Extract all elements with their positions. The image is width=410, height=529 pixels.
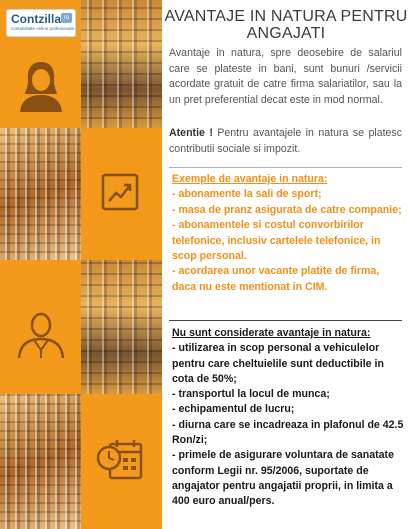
list-item: - transportul la locul de munca;: [172, 388, 330, 401]
logo: [6, 9, 76, 37]
growth-chart-icon: [100, 172, 140, 212]
calendar-clock-icon: [96, 436, 144, 482]
examples-section: [172, 172, 402, 295]
divider: [169, 167, 402, 168]
photo-tile-4: [0, 394, 81, 529]
list-item: - utilizarea in scop personal a vehiculelor pentru care cheltuielile sunt deductibile in cota de 50%;: [172, 342, 384, 385]
not-considered-heading: Nu sunt considerate avantaje in natura:: [172, 327, 371, 339]
photo-tile-1: [81, 0, 162, 128]
list-item: - masa de pranz asigurata de catre companie;: [172, 203, 402, 216]
note-text: Pentru avantajele in natura se platesc contributii sociale si impozit.: [169, 127, 403, 155]
not-considered-section: [172, 326, 404, 510]
divider: [169, 320, 402, 321]
content-panel: [162, 0, 410, 529]
photo-tile-3: [81, 260, 162, 394]
list-item: - diurna care se incadreaza in plafonul de 42.5 Ron/zi;: [172, 418, 404, 447]
woman-avatar-icon: [16, 58, 66, 112]
examples-heading: Exemple de avantaje in natura:: [172, 173, 328, 185]
photo-tile-2: [0, 128, 81, 260]
intro-paragraph: Avantaje in natura, spre deosebire de salariul care se plateste in bani, sunt bunuri /servicii acordate gratuit de catre firma salariatilor, sau la un pret preferential decat este in mod normal.: [169, 47, 402, 106]
logo-name: Contzilla: [11, 12, 61, 26]
note-paragraph: [169, 126, 402, 157]
list-item: - echipamentul de lucru;: [172, 403, 295, 416]
note-label: Atentie !: [169, 127, 213, 139]
page-title: AVANTAJE IN NATURA PENTRU ANGAJATI: [164, 8, 408, 42]
list-item: - acordarea unor vacante platite de firma, daca nu este mentionat in CIM.: [172, 265, 380, 293]
logo-badge: ro: [61, 13, 72, 23]
list-item: - primele de asigurare voluntara de sanatate conform Legii nr. 95/2006, suportate de angajator pentru angajatii proprii, in limita a 400 euro anual/pers.: [172, 449, 394, 508]
businessman-avatar-icon: [15, 312, 67, 358]
list-item: - abonamentele si costul convorbirilor telefonice, inclusiv cartelele telefonice, in scop personal.: [172, 219, 381, 263]
list-item: - abonamente la sali de sport;: [172, 188, 322, 201]
logo-tagline: contabilitate online profesionala: [11, 26, 75, 31]
left-panel: [0, 0, 162, 529]
